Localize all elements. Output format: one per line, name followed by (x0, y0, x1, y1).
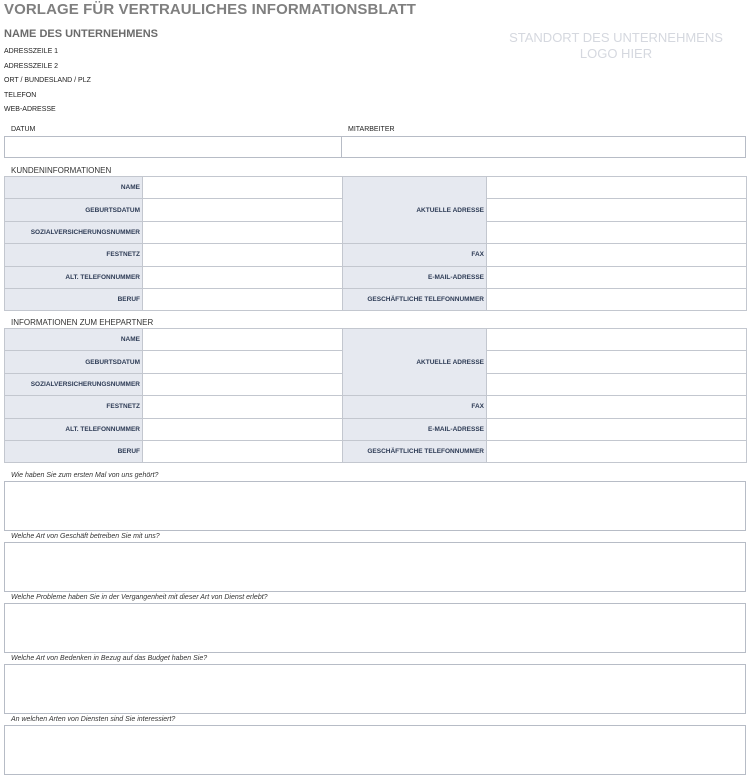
city-state-zip: ORT / BUNDESLAND / PLZ (4, 77, 91, 84)
spouse-address-field-1[interactable] (487, 329, 747, 351)
question-5-label: An welchen Arten von Diensten sind Sie interessiert? (11, 716, 176, 723)
spouse-alt-phone-label: ALT. TELEFONNUMMER (5, 418, 143, 440)
spouse-name-field[interactable] (143, 329, 343, 351)
customer-address-field-1[interactable] (487, 177, 747, 199)
question-3-label: Welche Probleme haben Sie in der Vergangenheit mit dieser Art von Dienst erlebt? (11, 594, 268, 601)
customer-business-phone-label: GESCHÄFTLICHE TELEFONNUMMER (343, 288, 487, 310)
question-3-answer[interactable] (4, 603, 746, 653)
address-line-1: ADRESSZEILE 1 (4, 48, 59, 55)
spouse-email-field[interactable] (487, 418, 747, 440)
question-5-answer[interactable] (4, 725, 746, 775)
question-2-answer[interactable] (4, 542, 746, 592)
customer-ssn-label: SOZIALVERSICHERUNGSNUMMER (5, 221, 143, 243)
customer-occupation-field[interactable] (143, 288, 343, 310)
spouse-birthdate-label: GEBURTSDATUM (5, 351, 143, 373)
question-4-label: Welche Art von Bedenken in Bezug auf das Budget haben Sie? (11, 655, 208, 662)
customer-landline-field[interactable] (143, 244, 343, 266)
logo-line-1: STANDORT DES UNTERNEHMENS (509, 30, 723, 45)
customer-fax-field[interactable] (487, 244, 747, 266)
customer-email-field[interactable] (487, 266, 747, 288)
customer-name-field[interactable] (143, 177, 343, 199)
date-field[interactable] (4, 136, 342, 158)
spouse-occupation-label: BERUF (5, 440, 143, 462)
spouse-table (4, 328, 747, 463)
question-2-label: Welche Art von Geschäft betreiben Sie mit uns? (11, 533, 160, 540)
question-1-label: Wie haben Sie zum ersten Mal von uns gehört? (11, 472, 159, 479)
spouse-business-phone-label: GESCHÄFTLICHE TELEFONNUMMER (343, 440, 487, 462)
spouse-ssn-label: SOZIALVERSICHERUNGSNUMMER (5, 373, 143, 395)
employee-field[interactable] (341, 136, 746, 158)
logo-line-2: LOGO HIER (579, 46, 653, 61)
employee-label: MITARBEITER (348, 126, 395, 133)
customer-section-title: KUNDENINFORMATIONEN (11, 166, 112, 175)
spouse-alt-phone-field[interactable] (143, 418, 343, 440)
spouse-occupation-field[interactable] (143, 440, 343, 462)
spouse-name-label: NAME (5, 329, 143, 351)
page-title: VORLAGE FÜR VERTRAULICHES INFORMATIONSBLATT (4, 1, 417, 18)
customer-name-label: NAME (5, 177, 143, 199)
spouse-email-label: E-MAIL-ADRESSE (343, 418, 487, 440)
customer-table (4, 176, 747, 311)
spouse-address-label: AKTUELLE ADRESSE (343, 329, 487, 396)
company-name: NAME DES UNTERNEHMENS (4, 28, 159, 40)
spouse-birthdate-field[interactable] (143, 351, 343, 373)
customer-birthdate-label: GEBURTSDATUM (5, 199, 143, 221)
spouse-business-phone-field[interactable] (487, 440, 747, 462)
customer-landline-label: FESTNETZ (5, 244, 143, 266)
spouse-address-field-3[interactable] (487, 373, 747, 395)
address-line-2: ADRESSZEILE 2 (4, 63, 59, 70)
spouse-fax-field[interactable] (487, 396, 747, 418)
customer-birthdate-field[interactable] (143, 199, 343, 221)
spouse-landline-field[interactable] (143, 396, 343, 418)
customer-address-field-3[interactable] (487, 221, 747, 243)
customer-address-label: AKTUELLE ADRESSE (343, 177, 487, 244)
customer-occupation-label: BERUF (5, 288, 143, 310)
date-label: DATUM (11, 126, 36, 133)
spouse-fax-label: FAX (343, 396, 487, 418)
spouse-section-title: INFORMATIONEN ZUM EHEPARTNER (11, 318, 154, 327)
customer-alt-phone-field[interactable] (143, 266, 343, 288)
customer-alt-phone-label: ALT. TELEFONNUMMER (5, 266, 143, 288)
web-address-line: WEB-ADRESSE (4, 106, 56, 113)
spouse-landline-label: FESTNETZ (5, 396, 143, 418)
customer-ssn-field[interactable] (143, 221, 343, 243)
customer-business-phone-field[interactable] (487, 288, 747, 310)
question-4-answer[interactable] (4, 664, 746, 714)
customer-fax-label: FAX (343, 244, 487, 266)
phone-line: TELEFON (4, 92, 37, 99)
customer-email-label: E-MAIL-ADRESSE (343, 266, 487, 288)
spouse-address-field-2[interactable] (487, 351, 747, 373)
spouse-ssn-field[interactable] (143, 373, 343, 395)
customer-address-field-2[interactable] (487, 199, 747, 221)
logo-placeholder (500, 30, 732, 62)
question-1-answer[interactable] (4, 481, 746, 531)
